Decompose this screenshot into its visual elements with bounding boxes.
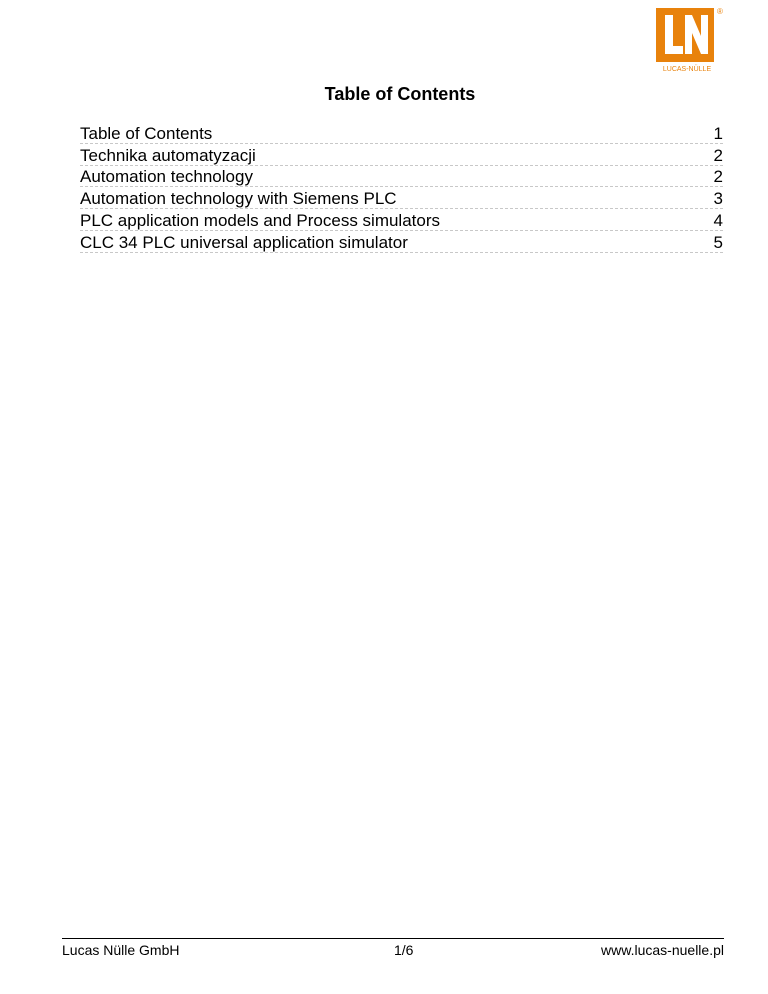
footer-divider [62, 938, 724, 939]
toc-entry-title: Technika automatyzacji [80, 145, 256, 165]
toc-entry-title: Automation technology [80, 167, 253, 187]
toc-entry-page-number: 3 [713, 189, 723, 209]
toc-entry-page-number: 1 [713, 123, 723, 143]
toc-entry[interactable] [80, 209, 723, 231]
toc-entry-page-number: 4 [713, 210, 723, 230]
svg-text:®: ® [717, 7, 723, 16]
toc-entry[interactable] [80, 166, 723, 188]
toc-entry[interactable] [80, 187, 723, 209]
footer-company-name: Lucas Nülle GmbH [62, 942, 180, 958]
toc-entry[interactable] [80, 231, 723, 253]
toc-entry[interactable] [80, 122, 723, 144]
footer-page-indicator: 1/6 [394, 942, 414, 958]
footer-website-link[interactable]: www.lucas-nuelle.pl [601, 942, 724, 958]
toc-entry-page-number: 2 [713, 167, 723, 187]
svg-text:LUCAS-NÜLLE: LUCAS-NÜLLE [662, 66, 712, 73]
ln-logo-icon [652, 6, 724, 74]
toc-entry-title: Automation technology with Siemens PLC [80, 189, 397, 209]
toc-list [80, 122, 723, 253]
toc-entry-title: CLC 34 PLC universal application simulator [80, 232, 408, 252]
toc-heading: Table of Contents [324, 84, 476, 104]
toc-entry-title: Table of Contents [80, 123, 213, 143]
toc-entry[interactable] [80, 144, 723, 166]
lucas-nuelle-logo [652, 6, 724, 74]
toc-entry-page-number: 2 [713, 145, 723, 165]
toc-entry-title: PLC application models and Process simulators [80, 210, 441, 230]
toc-entry-page-number: 5 [713, 232, 723, 252]
